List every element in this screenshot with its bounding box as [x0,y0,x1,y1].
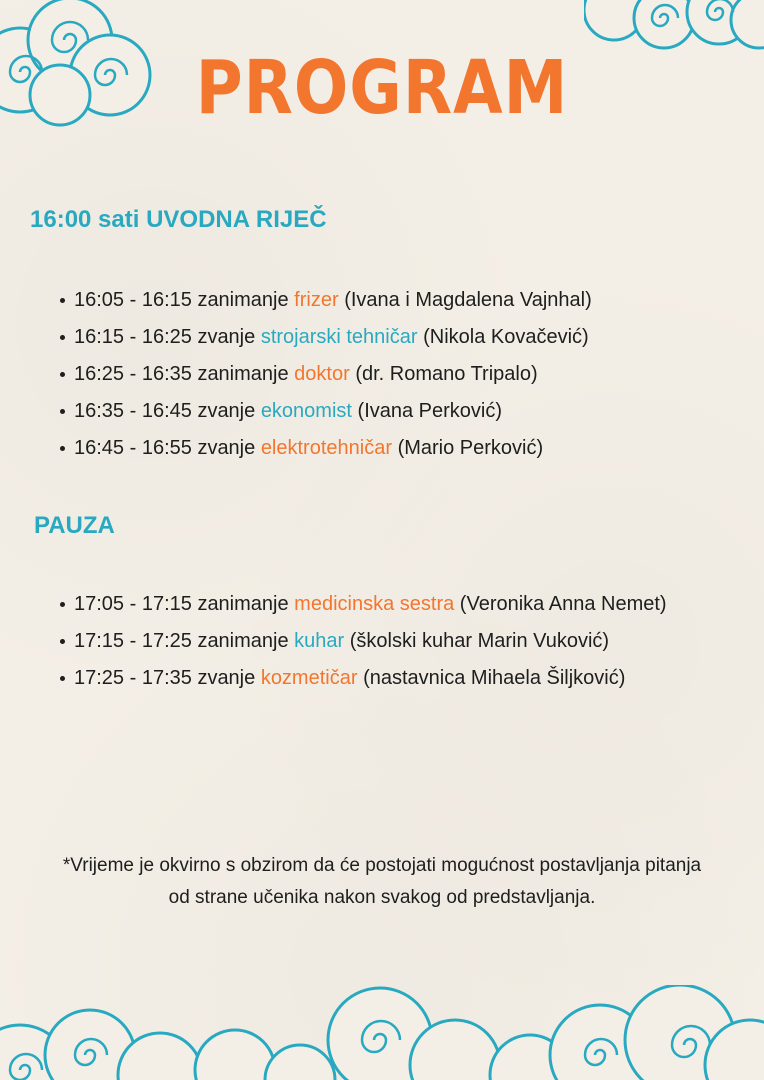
time-range: 16:25 - 16:35 [74,363,192,385]
kind-label: zanimanje [197,289,289,311]
job-name: frizer [294,289,339,311]
time-range: 16:15 - 16:25 [74,326,192,348]
kind-label: zanimanje [197,630,289,652]
presenter-name: (Ivana i Magdalena Vajnhal) [344,289,592,311]
time-range: 16:35 - 16:45 [74,400,192,422]
kind-label: zanimanje [197,363,289,385]
swirl-cloud-bottom-border-icon [0,985,764,1080]
list-item [56,430,592,467]
presenter-name: (Nikola Kovačević) [423,326,589,348]
kind-label: zvanje [197,437,256,459]
kind-label: zanimanje [197,593,289,615]
list-item [56,393,592,430]
job-name: doktor [294,363,350,385]
job-name: medicinska sestra [294,593,455,615]
list-item [56,356,592,393]
footnote-line-1: *Vrijeme je okvirno s obzirom da će postojati mogućnost postavljanja pitanja [62,855,702,876]
pause-heading: PAUZA [34,512,115,539]
job-name: strojarski tehničar [260,326,418,348]
kind-label: zvanje [197,326,256,348]
list-item [56,282,592,319]
time-range: 16:05 - 16:15 [74,289,192,311]
list-item [56,623,667,660]
job-name: kuhar [294,630,345,652]
presenter-name: (Veronika Anna Nemet) [459,593,667,615]
footnote-line-2: od strane učenika nakon svakog od predstavljanja. [168,887,596,908]
presenter-name: (školski kuhar Marin Vuković) [349,630,610,652]
time-range: 17:15 - 17:25 [74,630,192,652]
job-name: kozmetičar [260,667,358,689]
program-list-first [56,282,592,467]
kind-label: zvanje [197,667,256,689]
job-name: ekonomist [260,400,352,422]
footnote [0,850,764,914]
list-item [56,319,592,356]
list-item [56,586,667,623]
time-range: 16:45 - 16:55 [74,437,192,459]
list-item [56,660,667,697]
intro-heading: 16:00 sati UVODNA RIJEČ [30,206,327,233]
program-list-second [56,586,667,697]
presenter-name: (Ivana Perković) [357,400,503,422]
time-range: 17:25 - 17:35 [74,667,192,689]
presenter-name: (nastavnica Mihaela Šiljković) [363,667,626,689]
kind-label: zvanje [197,400,256,422]
time-range: 17:05 - 17:15 [74,593,192,615]
page-title: PROGRAM [195,46,569,132]
presenter-name: (dr. Romano Tripalo) [355,363,538,385]
presenter-name: (Mario Perković) [397,437,544,459]
job-name: elektrotehničar [260,437,392,459]
